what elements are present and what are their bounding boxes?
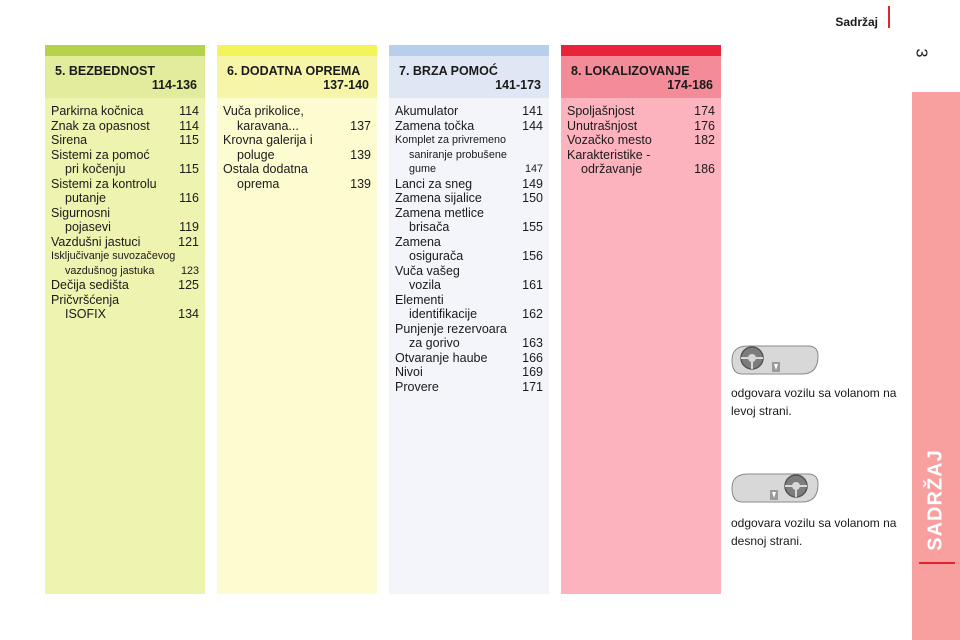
toc-entry-label: gume [409, 163, 437, 175]
toc-entry[interactable] [51, 104, 199, 119]
toc-entry[interactable] [395, 351, 543, 366]
toc-entry-label: Zamena [395, 234, 441, 249]
toc-entry-label: Punjenje rezervoara [395, 321, 507, 336]
toc-entry[interactable] [395, 264, 543, 293]
toc-entry[interactable] [51, 249, 199, 278]
toc-page-number: 169 [522, 365, 543, 379]
section-bezbednost [45, 45, 205, 594]
section-range: 174-186 [667, 78, 713, 92]
toc-page-number: 150 [522, 191, 543, 205]
toc-page-number: 176 [694, 118, 715, 133]
toc-entry[interactable] [395, 293, 543, 322]
toc-entry[interactable] [51, 133, 199, 148]
toc-entry-label: Pričvršćenja [51, 292, 120, 307]
toc-page-number: 123 [180, 264, 199, 277]
side-tab-label: SADRŽAJ [924, 449, 947, 551]
toc-entry[interactable] [567, 119, 715, 134]
toc-page-number: 171 [522, 379, 543, 394]
toc-entry-label: Sigurnosni [51, 205, 111, 220]
toc-entry-label: Nivoi [395, 365, 423, 379]
toc-page-number: 125 [178, 278, 199, 292]
toc-entry-label: karavana... [237, 118, 299, 133]
side-tab[interactable] [912, 92, 960, 640]
toc-page-number: 182 [694, 133, 715, 147]
toc-page-number: 139 [350, 147, 371, 162]
toc-page-number: 114 [179, 118, 199, 133]
toc-entry[interactable] [51, 235, 199, 250]
toc-page-number: 114 [179, 104, 199, 118]
toc-list [217, 98, 377, 191]
toc-page-number: 137 [350, 118, 371, 133]
section-title: 6. DODATNA OPREMA [227, 64, 361, 78]
toc-entry[interactable] [395, 380, 543, 395]
toc-page-number: 134 [178, 307, 199, 321]
side-tab-rule [919, 562, 955, 564]
toc-page-number: 162 [522, 307, 543, 321]
section-title: 7. BRZA POMOĆ [399, 64, 498, 78]
toc-entry-label: vozila [409, 278, 441, 292]
section-heading[interactable] [389, 56, 549, 98]
toc-entry[interactable] [51, 119, 199, 134]
toc-entry-label: Dečija sedišta [51, 278, 129, 292]
toc-entry-label: Zamena točka [395, 118, 475, 133]
toc-entry[interactable] [567, 148, 715, 177]
toc-page-number: 121 [178, 234, 199, 249]
toc-entry[interactable] [51, 177, 199, 206]
toc-list [45, 98, 205, 322]
toc-list [389, 98, 549, 394]
toc-entry-label: Karakteristike - [567, 147, 651, 162]
toc-entry-label: ISOFIX [65, 307, 106, 321]
toc-page-number: 139 [350, 176, 371, 191]
section-heading[interactable] [45, 56, 205, 98]
toc-entry-label: pojasevi [65, 220, 111, 234]
toc-entry-label: Krovna galerija i [223, 133, 313, 147]
toc-entry[interactable] [51, 206, 199, 235]
toc-entry-label: Parkirna kočnica [51, 104, 144, 118]
toc-page-number: 119 [179, 220, 199, 234]
toc-entry-label: Unutrašnjost [567, 118, 638, 133]
header-rule [888, 6, 890, 28]
toc-entry[interactable] [395, 191, 543, 206]
toc-entry-label: putanje [65, 191, 107, 205]
toc-entry[interactable] [567, 104, 715, 119]
toc-entry-label: Vazdušni jastuci [51, 234, 141, 249]
toc-entry-label: za gorivo [409, 336, 460, 350]
toc-entry[interactable] [395, 365, 543, 380]
toc-entry[interactable] [395, 104, 543, 119]
toc-entry[interactable] [567, 133, 715, 148]
toc-entry-label: poluge [237, 147, 275, 162]
toc-entry-label: Sistemi za kontrolu [51, 176, 157, 191]
toc-page-number: 144 [522, 118, 543, 133]
toc-entry-label: pri kočenju [65, 162, 126, 176]
toc-page-number: 163 [522, 336, 543, 350]
toc-page-number: 161 [522, 278, 543, 292]
toc-entry-label: brisača [409, 220, 450, 234]
toc-entry-label: oprema [237, 176, 280, 191]
toc-page-number: 141 [522, 104, 543, 118]
toc-entry-label: identifikacije [409, 307, 478, 321]
toc-entry-label: Provere [395, 379, 439, 394]
toc-page-number: 156 [522, 249, 543, 263]
section-heading[interactable] [217, 56, 377, 98]
toc-entry-label: Sirena [51, 133, 88, 147]
toc-entry-label: Komplet za privremeno [395, 134, 507, 146]
section-range: 114-136 [151, 78, 197, 92]
section-title: 5. BEZBEDNOST [55, 64, 156, 78]
toc-entry[interactable] [395, 322, 543, 351]
toc-entry-label: Zamena sijalice [395, 191, 482, 205]
toc-list [561, 98, 721, 177]
toc-entry-label: Akumulator [395, 104, 459, 118]
toc-entry[interactable] [223, 133, 371, 162]
toc-entry[interactable] [395, 235, 543, 264]
toc-entry-label: Vozačko mesto [567, 133, 652, 147]
toc-entry-label: Isključivanje suvozačevog [51, 250, 176, 262]
toc-entry[interactable] [223, 104, 371, 133]
header-title: Sadržaj [835, 15, 878, 29]
toc-page-number: 174 [694, 104, 715, 118]
legend-left-text: odgovara vozilu sa volanom na levoj strani. [731, 386, 897, 418]
toc-entry-label: Spoljašnjost [567, 104, 635, 118]
toc-entry[interactable] [395, 206, 543, 235]
legend-right-text: odgovara vozilu sa volanom na desnoj strani. [731, 516, 897, 548]
toc-page-number: 147 [524, 163, 543, 175]
section-lokalizovanje [561, 45, 721, 594]
section-title: 8. LOKALIZOVANJE [571, 64, 690, 78]
toc-entry-label: Vuča prikolice, [223, 104, 304, 118]
section-range: 141-173 [495, 78, 541, 92]
toc-page-number: 115 [179, 133, 199, 147]
toc-entry[interactable] [395, 133, 543, 177]
toc-entry-label: Ostala dodatna [223, 162, 308, 176]
toc-entry-label: Sistemi za pomoć [51, 147, 150, 162]
toc-entry-label: Vuča vašeg [395, 263, 460, 278]
steering-wheel-right-icon [728, 468, 820, 508]
toc-entry-label: vazdušnog jastuka [65, 264, 155, 277]
toc-entry-label: Znak za opasnost [51, 118, 150, 133]
toc-page-number: 186 [694, 162, 715, 176]
section-heading[interactable] [561, 56, 721, 98]
toc-entry[interactable] [51, 293, 199, 322]
toc-page-number: 116 [179, 191, 199, 205]
section-dodatna-oprema [217, 45, 377, 594]
toc-entry-label: održavanje [581, 162, 643, 176]
page-number: 3 [912, 48, 930, 58]
toc-entry[interactable] [51, 148, 199, 177]
toc-entry-label: Elementi [395, 292, 444, 307]
toc-page-number: 115 [179, 162, 199, 176]
toc-page-number: 149 [522, 176, 543, 191]
toc-entry-label: Zamena metlice [395, 205, 484, 220]
toc-entry-label: saniranje probušene [409, 148, 507, 161]
toc-entry[interactable] [51, 278, 199, 293]
toc-entry-label: Lanci za sneg [395, 176, 473, 191]
steering-wheel-left-icon [728, 340, 820, 380]
toc-page-number: 166 [522, 350, 543, 365]
toc-entry[interactable] [223, 162, 371, 191]
section-range: 137-140 [323, 78, 369, 92]
toc-entry-label: Otvaranje haube [395, 350, 488, 365]
toc-entry[interactable] [395, 119, 543, 134]
toc-entry-label: osigurača [409, 249, 464, 263]
toc-entry[interactable] [395, 177, 543, 192]
section-brza-pomoc [389, 45, 549, 594]
toc-page-number: 155 [522, 220, 543, 234]
